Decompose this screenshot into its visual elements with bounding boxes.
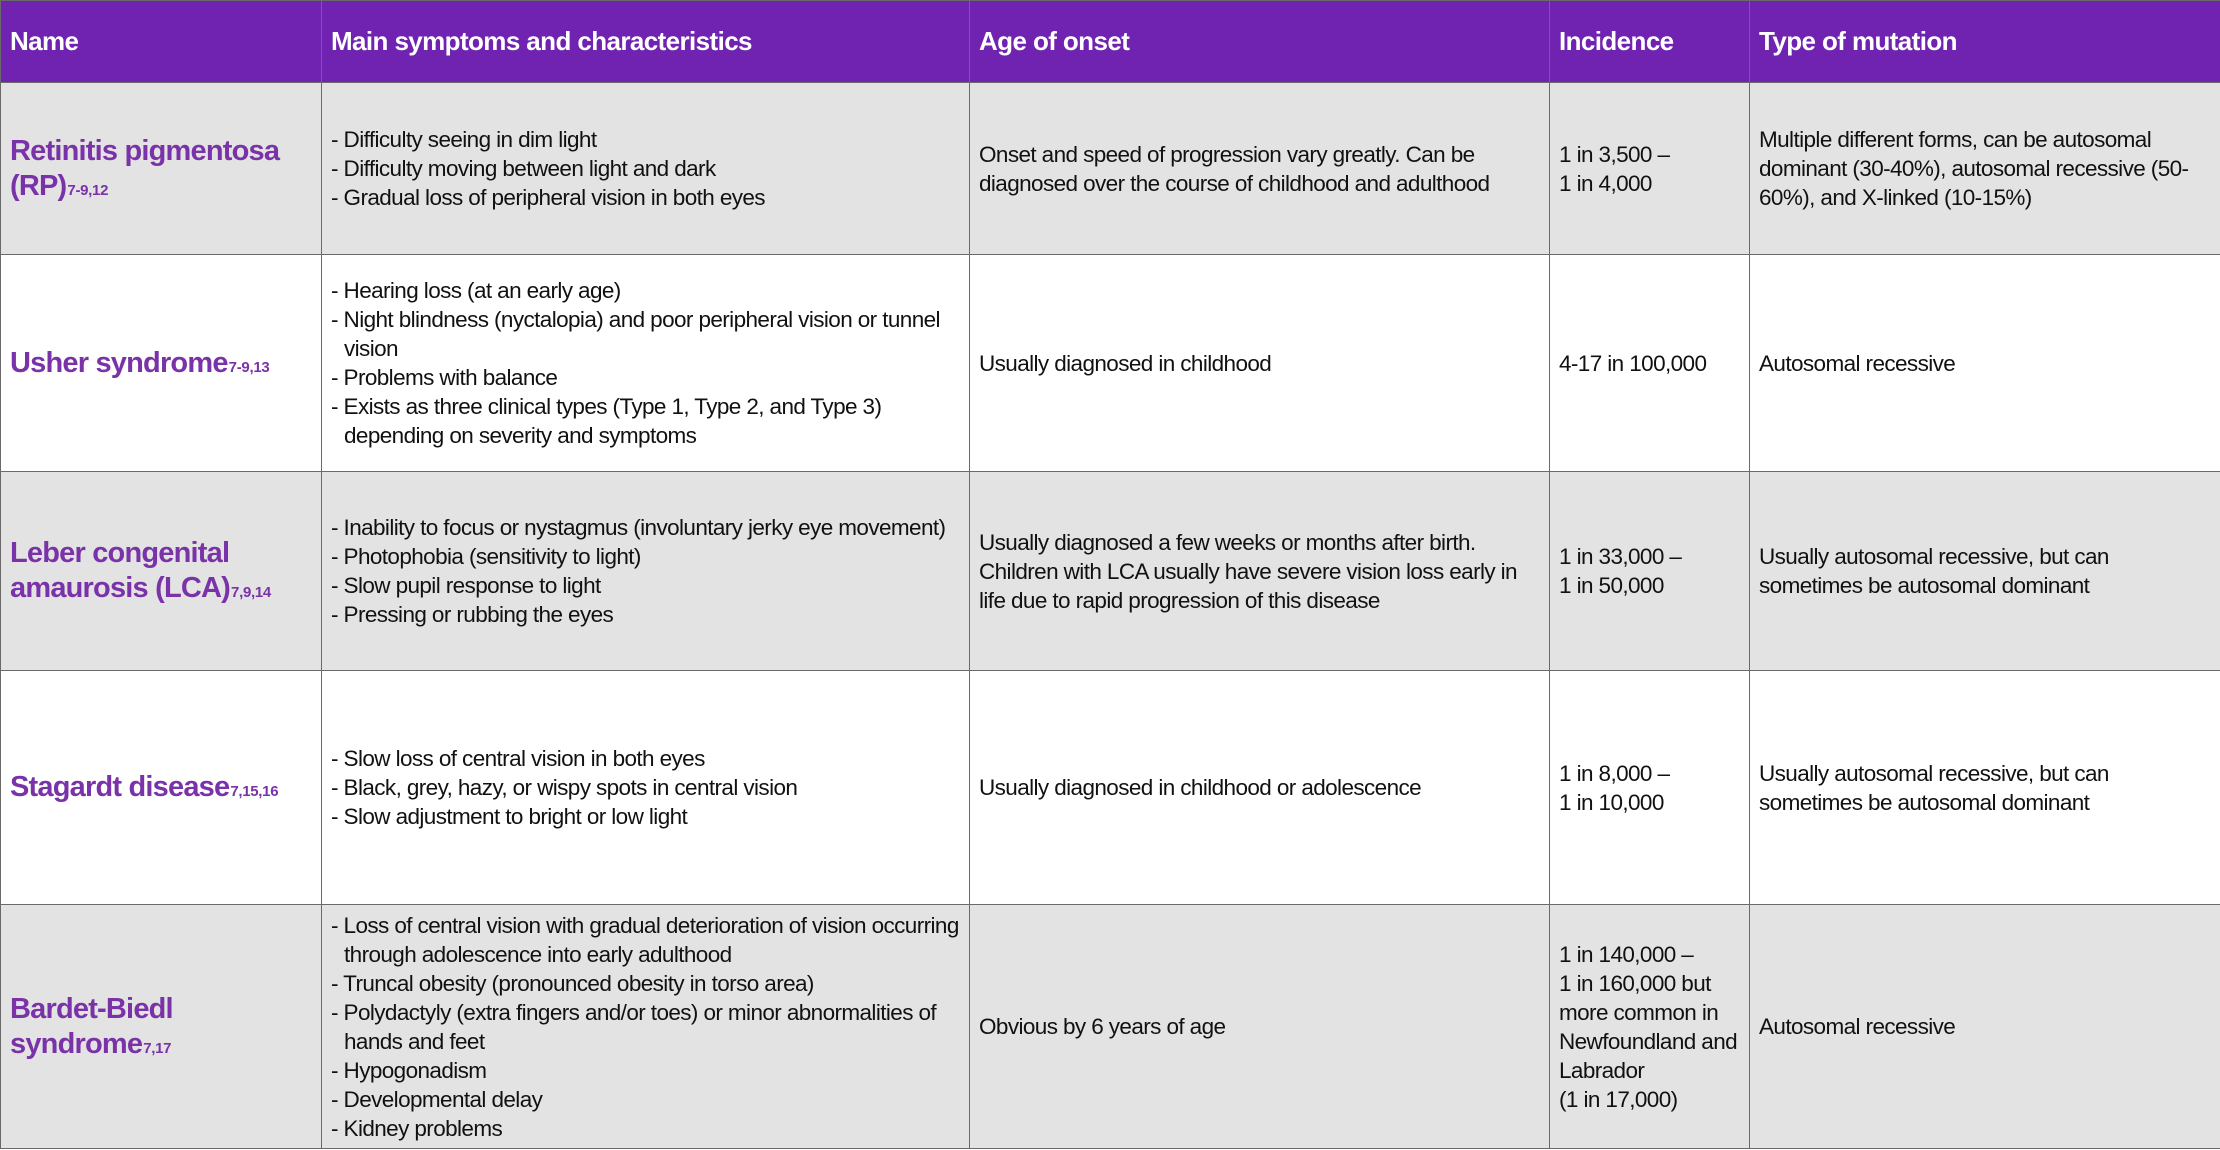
symptom-item: - Kidney problems xyxy=(331,1115,503,1141)
table-row xyxy=(1,83,2220,255)
disease-name: Bardet-Biedl syndrome xyxy=(10,992,173,1060)
header-incidence: Incidence xyxy=(1550,1,1750,83)
age-of-onset-cell: Usually diagnosed in childhood or adolescence xyxy=(970,671,1550,905)
header-age-of-onset: Age of onset xyxy=(970,1,1550,83)
symptoms-cell xyxy=(322,472,970,671)
age-of-onset-cell: Onset and speed of progression vary greatly. Can be diagnosed over the course of childhood and adulthood xyxy=(970,83,1550,255)
table-row xyxy=(1,472,2220,671)
header-row xyxy=(1,1,2220,83)
mutation-type-cell: Autosomal recessive xyxy=(1750,255,2220,472)
disease-name-cell xyxy=(1,255,322,472)
symptoms-cell xyxy=(322,255,970,472)
reference-superscript: 7,15,16 xyxy=(230,783,279,800)
incidence-cell: 1 in 3,500 – 1 in 4,000 xyxy=(1550,83,1750,255)
incidence-cell: 1 in 33,000 – 1 in 50,000 xyxy=(1550,472,1750,671)
reference-superscript: 7-9,12 xyxy=(67,181,109,199)
symptom-item: - Photophobia (sensitivity to light) xyxy=(331,544,641,569)
symptom-item: - Exists as three clinical types (Type 1, Type 2, and Type 3) depending on severity and symptoms xyxy=(331,394,882,448)
symptoms-cell xyxy=(322,905,970,1149)
disease-name-cell xyxy=(1,83,322,255)
reference-superscript: 7,17 xyxy=(143,1039,172,1057)
incidence-cell: 1 in 140,000 – 1 in 160,000 but more common in Newfoundland and Labrador (1 in 17,000) xyxy=(1550,905,1750,1149)
age-of-onset-cell: Usually diagnosed in childhood xyxy=(970,255,1550,472)
symptom-item: - Night blindness (nyctalopia) and poor peripheral vision or tunnel vision xyxy=(331,307,940,361)
table-row xyxy=(1,671,2220,905)
symptom-item: - Problems with balance xyxy=(331,365,558,390)
age-of-onset-cell: Obvious by 6 years of age xyxy=(970,905,1550,1149)
symptom-item: - Slow pupil response to light xyxy=(331,573,601,598)
reference-superscript: 7-9,13 xyxy=(228,358,270,376)
symptom-list xyxy=(331,125,960,212)
mutation-type-cell: Usually autosomal recessive, but can sometimes be autosomal dominant xyxy=(1750,671,2220,905)
header-symptoms: Main symptoms and characteristics xyxy=(322,1,970,83)
age-of-onset-cell: Usually diagnosed a few weeks or months after birth. Children with LCA usually have severe vision loss early in life due to rapid progression of this disease xyxy=(970,472,1550,671)
symptom-item: - Difficulty seeing in dim light xyxy=(331,127,597,152)
symptom-list xyxy=(331,911,960,1143)
disease-name-cell xyxy=(1,472,322,671)
symptom-item: - Inability to focus or nystagmus (involuntary jerky eye movement) xyxy=(331,515,946,540)
mutation-type-cell: Autosomal recessive xyxy=(1750,905,2220,1149)
symptom-item: - Hearing loss (at an early age) xyxy=(331,278,621,303)
disease-name-cell xyxy=(1,905,322,1149)
symptom-item: - Gradual loss of peripheral vision in both eyes xyxy=(331,185,765,210)
symptom-item: - Loss of central vision with gradual deterioration of vision occurring through adolescence into early adulthood xyxy=(331,912,959,967)
symptoms-cell xyxy=(322,671,970,905)
symptom-item: - Hypogonadism xyxy=(331,1057,487,1083)
disease-name: Leber congenital amaurosis (LCA) xyxy=(10,537,231,604)
symptom-item: - Polydactyly (extra fingers and/or toes) or minor abnormalities of hands and feet xyxy=(331,999,937,1054)
symptom-item: - Slow loss of central vision in both eyes xyxy=(331,746,705,771)
incidence-cell: 4-17 in 100,000 xyxy=(1550,255,1750,472)
symptom-item: - Difficulty moving between light and dark xyxy=(331,156,716,181)
incidence-cell: 1 in 8,000 – 1 in 10,000 xyxy=(1550,671,1750,905)
table-row xyxy=(1,905,2220,1149)
reference-superscript: 7,9,14 xyxy=(231,584,271,601)
disease-name-cell xyxy=(1,671,322,905)
symptom-list xyxy=(331,513,960,629)
header-name: Name xyxy=(1,1,322,83)
disease-name: Usher syndrome xyxy=(10,346,228,379)
header-type-of-mutation: Type of mutation xyxy=(1750,1,2220,83)
symptom-item: - Slow adjustment to bright or low light xyxy=(331,804,688,829)
table-row xyxy=(1,255,2220,472)
symptom-item: - Truncal obesity (pronounced obesity in torso area) xyxy=(331,970,814,996)
disease-name: Stagardt disease xyxy=(10,771,230,803)
disease-name: Retinitis pigmentosa (RP) xyxy=(10,134,280,202)
mutation-type-cell: Multiple different forms, can be autosomal dominant (30-40%), autosomal recessive (50-60%), and X-linked (10-15%) xyxy=(1750,83,2220,255)
mutation-type-cell: Usually autosomal recessive, but can sometimes be autosomal dominant xyxy=(1750,472,2220,671)
symptom-item: - Pressing or rubbing the eyes xyxy=(331,602,614,627)
symptom-list xyxy=(331,276,960,450)
symptom-item: - Black, grey, hazy, or wispy spots in central vision xyxy=(331,775,798,800)
symptom-item: - Developmental delay xyxy=(331,1086,543,1112)
symptoms-cell xyxy=(322,83,970,255)
symptom-list xyxy=(331,744,960,831)
